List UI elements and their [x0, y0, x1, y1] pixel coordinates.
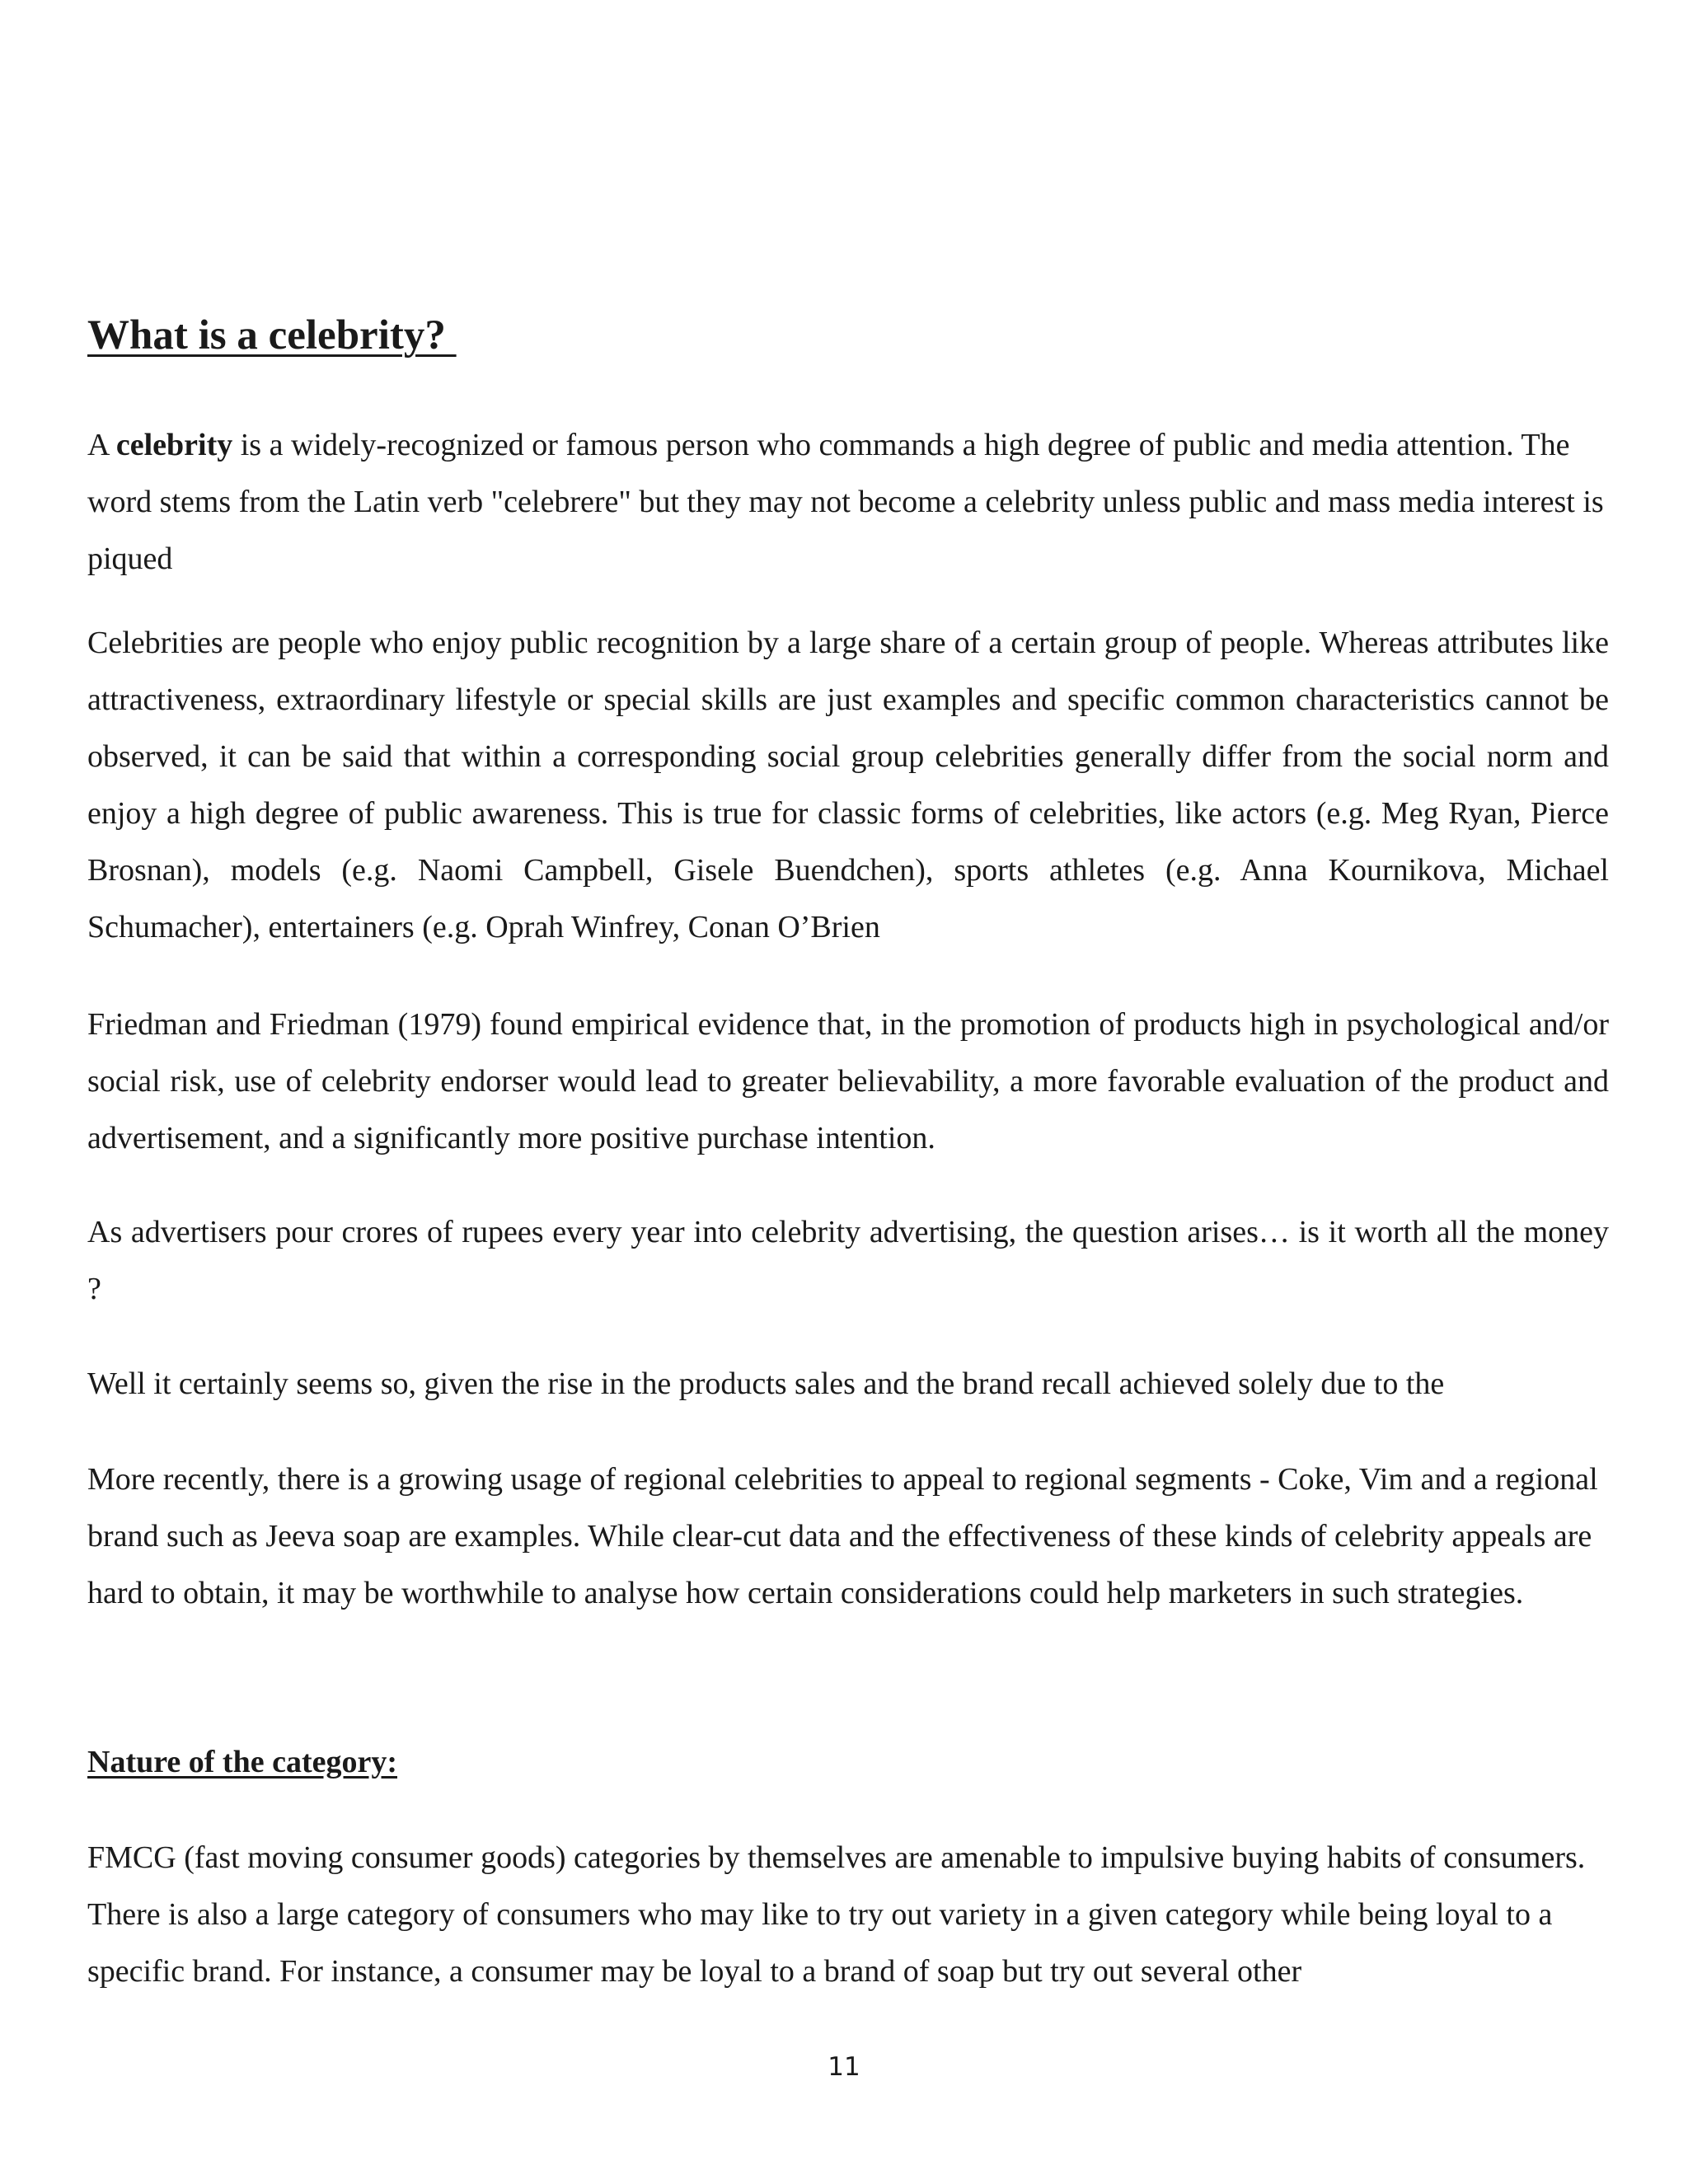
paragraph-sales: Well it certainly seems so, given the rise in the products sales and the brand recall achieved solely due to the [87, 1366, 1445, 1401]
paragraph-celebrities: Celebrities are people who enjoy public recognition by a large share of a certain group of people. Whereas attributes like attractiveness, extraordinary lifestyle or special skills are just examples and specific common characteristics cannot be observed, it can be said that within a corresponding social group celebrities generally differ from the social norm and enjoy a high degree of public awareness. This is true for classic forms of celebrities, like actors (e.g. Meg Ryan, Pierce Brosnan), models (e.g. Naomi Campbell, Gisele Buendchen), sports athletes (e.g. Anna Kournikova, Michael Schumacher), entertainers (e.g. Oprah Winfrey, Conan O’Brien [87, 626, 1609, 944]
bold-term: celebrity [115, 428, 233, 462]
paragraph-regional: More recently, there is a growing usage of regional celebrities to appeal to regional segments - Coke, Vim and a regional brand such as Jeeva soap are examples. While clear-cut data and the effectiveness of these kinds of celebrity appeals are hard to obtain, it may be worthwhile to analyse how certain considerations could help marketers in such strategies. [87, 1462, 1598, 1610]
document-page [87, 0, 1609, 2184]
paragraph-lead: A [87, 428, 116, 462]
page-number: 11 [828, 2052, 860, 2082]
paragraph-definition [87, 417, 1609, 588]
paragraph-advertisers: As advertisers pour crores of rupees every year into celebrity advertising, the question arises… is it worth all the money ? [87, 1215, 1609, 1306]
page-title: What is a celebrity? [87, 312, 457, 359]
paragraph-rest: is a widely-recognized or famous person who commands a high degree of public and media attention. The word stems from the Latin verb "celebrere" but they may not become a celebrity unless public and mass media interest is piqued [87, 428, 1604, 576]
paragraph-fmcg: FMCG (fast moving consumer goods) categories by themselves are amenable to impulsive buying habits of consumers. There is also a large category of consumers who may like to try out variety in a given category while being loyal to a specific brand. For instance, a consumer may be loyal to a brand of soap but try out several other [87, 1840, 1586, 1989]
section-heading: Nature of the category: [87, 1745, 397, 1779]
paragraph-friedman: Friedman and Friedman (1979) found empirical evidence that, in the promotion of products high in psychological and/or social risk, use of celebrity endorser would lead to greater believability, a more favorable evaluation of the product and advertisement, and a significantly more positive purchase intention. [87, 1007, 1609, 1155]
